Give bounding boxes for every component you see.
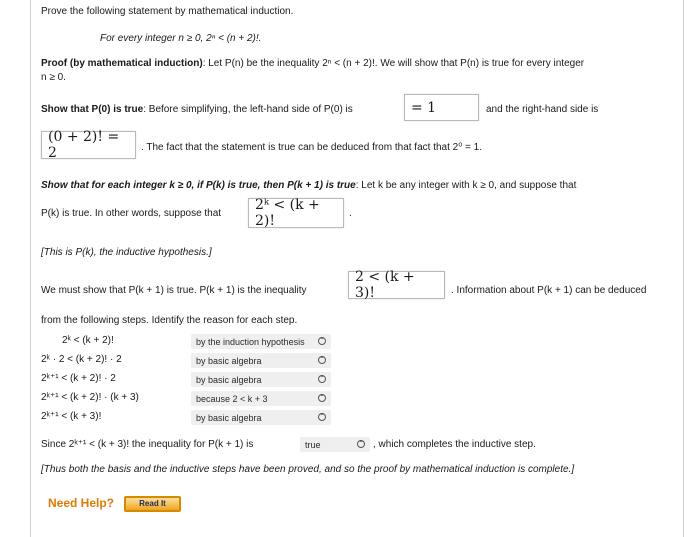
chevron-up-down-icon: ⌃ <box>319 414 325 420</box>
p0-conclusion: . The fact that the statement is true can be deduced from that fact that 2⁰ = 1. <box>141 142 482 153</box>
p0-left-answer-box[interactable]: = 1 <box>404 94 479 121</box>
prompt-text: Prove the following statement by mathematical induction. <box>41 6 294 17</box>
step-4-reason-select[interactable] <box>191 391 331 406</box>
proof-intro-heading: Proof (by mathematical induction) <box>41 58 203 69</box>
p0-line <box>41 104 353 115</box>
pk1-answer-box[interactable]: 2 < (k + 3)! <box>348 271 445 299</box>
chevron-up-down-icon: ⌃ <box>319 395 325 401</box>
step-2-reason-select[interactable] <box>191 353 331 368</box>
chevron-up-down-icon: ⌃ <box>319 338 325 344</box>
read-it-button[interactable]: Read It <box>124 496 181 512</box>
step-1-reason: by the induction hypothesis <box>196 336 305 347</box>
inductive-step-line <box>41 180 576 191</box>
proof-intro <box>41 58 584 69</box>
since-tail: , which completes the inductive step. <box>373 439 536 450</box>
proof-intro-line2: n ≥ 0. <box>41 72 66 83</box>
since-answer-select[interactable] <box>300 437 370 452</box>
inductive-step-text: : Let k be any integer with k ≥ 0, and suppose that <box>355 180 577 191</box>
p0-right-answer-box[interactable]: (0 + 2)! = 2 <box>41 131 136 159</box>
step-3-expr: 2ᵏ⁺¹ < (k + 2)! · 2 <box>41 373 116 384</box>
step-3-reason: by basic algebra <box>196 374 262 385</box>
need-help-label: Need Help? <box>48 496 115 510</box>
statement-text: For every integer n ≥ 0, 2ⁿ < (n + 2)!. <box>100 33 262 44</box>
step-2-expr: 2ᵏ · 2 < (k + 2)! · 2 <box>41 354 122 365</box>
p0-right-text: and the right-hand side is <box>486 104 599 115</box>
inductive-step-heading: Show that for each integer k ≥ 0, if P(k) is true, then P(k + 1) is true <box>41 180 356 191</box>
step-4-reason: because 2 < k + 3 <box>196 393 268 404</box>
pk-answer-box[interactable]: 2ᵏ < (k + 2)! <box>248 198 344 228</box>
since-answer: true <box>305 439 321 450</box>
since-text: Since 2ᵏ⁺¹ < (k + 3)! the inequality for P(k + 1) is <box>41 439 254 450</box>
step-5-reason: by basic algebra <box>196 412 262 423</box>
step-1-reason-select[interactable] <box>191 334 331 349</box>
p0-heading: Show that P(0) is true <box>41 104 144 115</box>
pk-text: P(k) is true. In other words, suppose that <box>41 208 222 219</box>
step-2-reason: by basic algebra <box>196 355 262 366</box>
chevron-up-down-icon: ⌃ <box>358 441 364 447</box>
proof-intro-text: : Let P(n) be the inequality 2ⁿ < (n + 2)!. We will show that P(n) is true for every integer <box>202 58 585 69</box>
step-5-expr: 2ᵏ⁺¹ < (k + 3)! <box>41 411 102 422</box>
chevron-up-down-icon: ⌃ <box>319 357 325 363</box>
chevron-up-down-icon: ⌃ <box>319 376 325 382</box>
step-4-expr: 2ᵏ⁺¹ < (k + 2)! · (k + 3) <box>41 392 139 403</box>
hypothesis-note: [This is P(k), the inductive hypothesis.] <box>41 247 212 258</box>
conclusion-text: [Thus both the basis and the inductive steps have been proved, and so the proof by mathematical induction is complete.] <box>41 464 575 475</box>
step-1-expr: 2ᵏ < (k + 2)! <box>62 335 114 346</box>
step-3-reason-select[interactable] <box>191 372 331 387</box>
step-5-reason-select[interactable] <box>191 410 331 425</box>
must-show-text: We must show that P(k + 1) is true. P(k + 1) is the inequality <box>41 285 307 296</box>
pk-period: . <box>349 208 352 219</box>
p0-text: : Before simplifying, the left-hand side of P(0) is <box>143 104 353 115</box>
must-show-tail: . Information about P(k + 1) can be deduced <box>451 285 647 296</box>
steps-intro: from the following steps. Identify the reason for each step. <box>41 315 298 326</box>
